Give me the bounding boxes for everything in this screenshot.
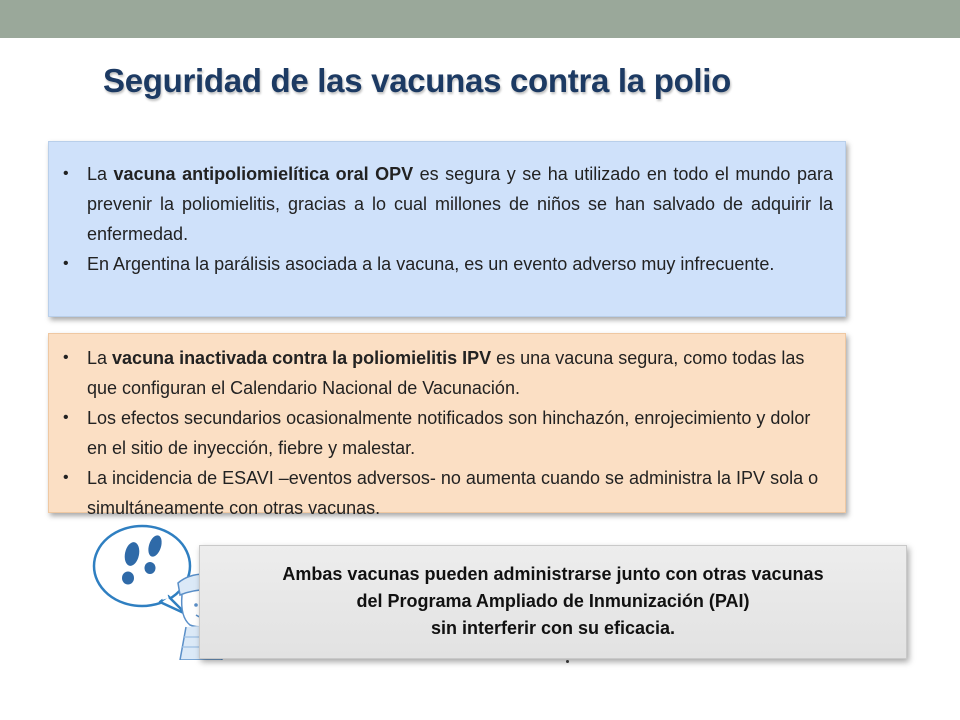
- bullet-marker: •: [63, 165, 69, 182]
- note-line: Ambas vacunas pueden administrarse junto con otras vacunas: [282, 564, 824, 584]
- bullet-marker: •: [63, 409, 69, 426]
- opv-bullet-list: [63, 159, 833, 279]
- page-title: Seguridad de las vacunas contra la polio: [103, 62, 732, 99]
- bullet-marker: •: [63, 255, 69, 272]
- bullet-text: La: [87, 348, 113, 368]
- bullet-bold-text: vacuna antipoliomielítica oral OPV: [113, 164, 414, 184]
- top-bar: [0, 0, 960, 38]
- ipv-bullet-list: [63, 343, 833, 523]
- ipv-info-box: [48, 333, 846, 518]
- list-item: [63, 343, 833, 403]
- bullet-text: La incidencia de ESAVI –eventos adversos- no aumenta cuando se administra la IPV sola o simultáneamente con otras vacunas.: [87, 468, 819, 518]
- bullet-marker: •: [63, 469, 69, 486]
- list-item: [63, 249, 833, 279]
- bullet-text: Los efectos secundarios ocasionalmente notificados son hinchazón, enrojecimiento y dolor en el sitio de inyección, fiebre y malestar.: [87, 408, 811, 458]
- list-item: [63, 463, 833, 523]
- bullet-text: En Argentina la parálisis asociada a la vacuna, es un evento adverso muy infrecuente.: [87, 254, 775, 274]
- decorative-dot: [566, 660, 569, 663]
- note-box: [199, 545, 907, 659]
- list-item: [63, 403, 833, 463]
- bullet-text: es una vacuna segura, como todas las que configuran el Calendario Nacional de Vacunación.: [87, 348, 805, 398]
- list-item: [63, 159, 833, 249]
- bullet-text: La: [87, 164, 114, 184]
- bullet-bold-text: vacuna inactivada contra la poliomielitis IPV: [112, 348, 492, 368]
- note-line: del Programa Ampliado de Inmunización (PAI): [356, 591, 750, 611]
- bullet-marker: •: [63, 349, 69, 366]
- bullet-text: es segura y se ha utilizado en todo el mundo para prevenir la poliomielitis, gracias a lo cual millones de niños se han salvado de adquirir la enfermedad.: [87, 164, 833, 244]
- note-line: sin interferir con su eficacia.: [430, 618, 676, 638]
- opv-info-box: [48, 141, 846, 317]
